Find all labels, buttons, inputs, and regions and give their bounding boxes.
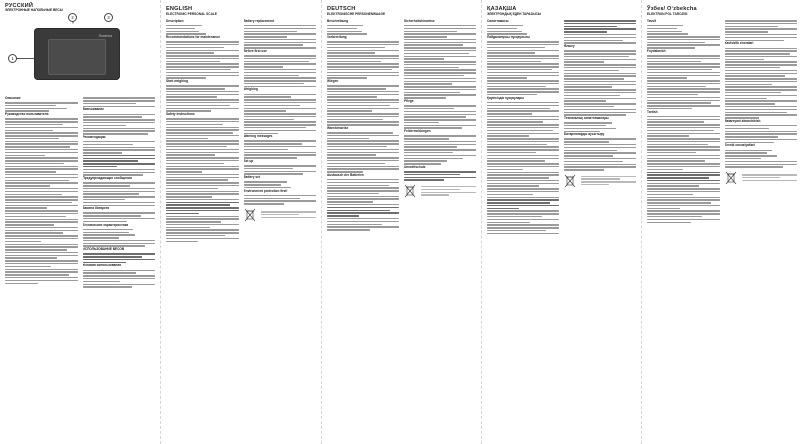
- de-column-1: [327, 19, 399, 439]
- en-heading: Safety instructions: [166, 112, 195, 117]
- panel-german: [321, 0, 481, 444]
- kk-heading: Сипаттамасы: [487, 18, 509, 23]
- uz-heading: Batareyani almashtirish: [724, 118, 761, 123]
- en-heading: Weighing: [243, 87, 258, 92]
- uz-heading: Xavfsizlik choralari: [724, 41, 754, 46]
- ru-column-1: [5, 96, 78, 441]
- de-heading: Vorbereitung: [327, 35, 347, 40]
- de-heading: Wiegen: [327, 79, 339, 84]
- ru-heading: Предупреждающие сообщения: [82, 176, 132, 181]
- crossed-bin-icon: [404, 184, 416, 198]
- uz-column-1: [647, 19, 720, 439]
- en-heading: Description: [166, 18, 184, 23]
- en-heading: Recommendations for maintenance: [166, 35, 221, 40]
- uz-heading: Texnik xususiyatlari: [724, 143, 755, 148]
- de-heading: Warnhinweise: [327, 126, 349, 130]
- en-subtitle: ELECTRONIC PERSONAL SCALE: [166, 12, 217, 16]
- crossed-bin-icon: [725, 171, 737, 185]
- kk-heading: Қауіпсіздік нұсқаулары: [487, 95, 524, 100]
- ru-heading: ИСПОЛЬЗОВАНИЕ ВЕСОВ: [82, 247, 125, 252]
- uz-heading: Foydalanish: [647, 48, 666, 53]
- de-heading: Umweltschutz: [404, 164, 426, 169]
- ru-heading: Условия использования: [82, 263, 122, 268]
- de-column-2: [404, 19, 476, 439]
- scale-illustration: [34, 28, 120, 80]
- ru-heading: Рекомендации: [82, 134, 106, 139]
- en-heading: Start weighing: [166, 79, 188, 84]
- en-heading: Set up: [243, 158, 254, 163]
- callout-3: 3: [104, 13, 113, 22]
- uz-heading: Tortish: [647, 109, 658, 114]
- en-heading: Warning messages: [243, 134, 273, 139]
- uz-heading: Tavsif: [647, 18, 656, 23]
- scale-brand-logo: Rowenta: [98, 34, 112, 38]
- callout-1: 1: [8, 54, 17, 63]
- de-heading: Beschreibung: [327, 18, 349, 23]
- ru-subtitle: ЭЛЕКТРОННЫЕ НАПОЛЬНЫЕ ВЕСЫ: [5, 8, 63, 12]
- en-column-2: [244, 19, 317, 439]
- ru-title: РУССКИЙ: [5, 3, 34, 9]
- kk-heading: Техникалық сипаттамалары: [564, 116, 609, 121]
- ru-column-2: [83, 96, 156, 441]
- de-heading: Fehlermeldungen: [404, 129, 431, 134]
- ru-heading: Описание: [5, 96, 21, 100]
- en-heading: Battery set: [243, 175, 260, 180]
- kk-title: ҚАЗАҚША: [487, 6, 517, 12]
- ru-heading: Руководство пользователя: [5, 112, 49, 117]
- de-heading: Sicherheitshinweise: [404, 18, 435, 23]
- kk-column-2: [564, 19, 636, 439]
- de-title: DEUTSCH: [327, 6, 356, 12]
- panel-kazakh: [481, 0, 641, 444]
- en-title: ENGLISH: [166, 6, 193, 12]
- panel-russian: [0, 0, 160, 444]
- de-subtitle: ELEKTRONISCHE PERSONENWAAGE: [327, 12, 386, 16]
- ru-heading: Технические характеристики: [82, 222, 129, 227]
- de-heading: Pflege: [404, 99, 414, 104]
- en-column-1: [166, 19, 239, 439]
- uz-subtitle: ELEKTRON POL TAROZISI: [647, 12, 688, 16]
- uz-title: Ўзбек/ Oʻzbekcha: [647, 6, 697, 12]
- ru-heading: Замена батареек: [82, 206, 110, 211]
- en-heading: Environment protection first!: [243, 188, 288, 193]
- panel-english: [160, 0, 321, 444]
- crossed-bin-icon: [564, 174, 576, 188]
- callout-2: 2: [68, 13, 77, 22]
- uz-column-2: [725, 19, 798, 439]
- kk-heading: Өлшеу: [564, 44, 575, 49]
- panel-uzbek: [641, 0, 802, 444]
- ru-heading: Взвешивание: [82, 107, 105, 112]
- crossed-bin-icon: [244, 208, 256, 222]
- en-heading: Before first use: [243, 48, 267, 53]
- kk-column-1: [487, 19, 559, 439]
- en-heading: Battery replacement: [243, 18, 275, 23]
- scale-display: [48, 39, 106, 75]
- de-heading: Austausch der Batterien: [327, 172, 364, 177]
- kk-heading: Пайдаланушы нұсқаулығы: [487, 35, 530, 40]
- kk-subtitle: ЭЛЕКТРОНДЫҚ ЕДЕН ТАРАЗЫСЫ: [487, 12, 542, 16]
- kk-heading: Батареяларды ауыстыру: [564, 132, 605, 137]
